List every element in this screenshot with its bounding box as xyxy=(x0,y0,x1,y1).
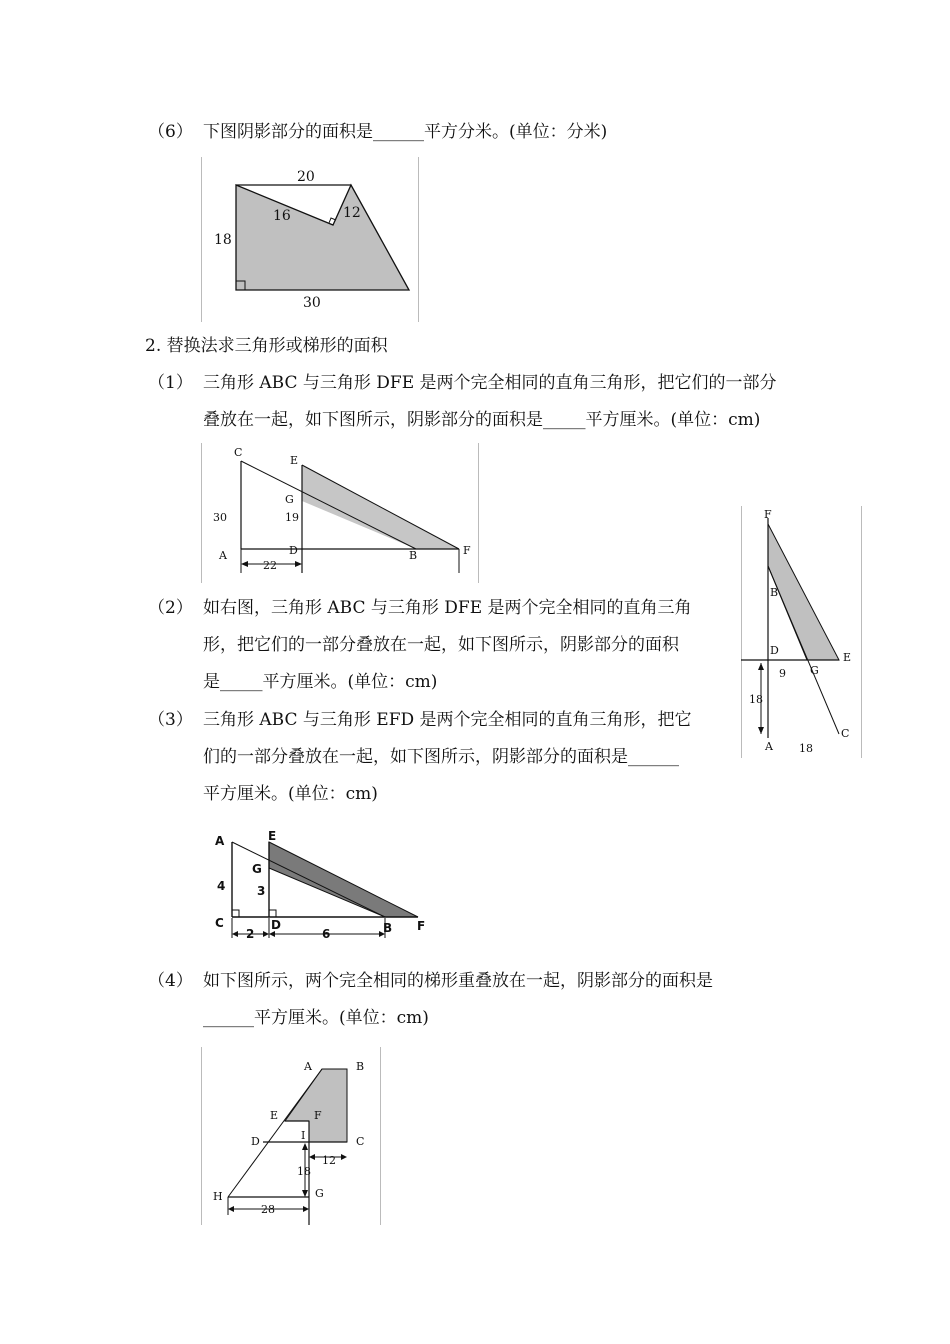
question-4-number: （4） xyxy=(148,971,193,991)
q2-label-A: A xyxy=(765,740,773,753)
q1-label-30: 30 xyxy=(213,511,227,524)
question-2-line1: 如右图，三角形 ABC 与三角形 DFE 是两个完全相同的直角三角 xyxy=(203,598,692,618)
question-4-line1: 如下图所示，两个完全相同的梯形重叠放在一起，阴影部分的面积是 xyxy=(203,971,713,991)
q1-label-A: A xyxy=(219,549,227,562)
question-3-line1: 三角形 ABC 与三角形 EFD 是两个完全相同的直角三角形，把它 xyxy=(203,710,692,730)
q3-label-E: E xyxy=(268,830,277,843)
q2-label-9: 9 xyxy=(779,667,786,680)
question-2-line2: 形，把它们的一部分叠放在一起，如下图所示，阴影部分的面积 xyxy=(203,635,679,655)
q4-label-I: I xyxy=(301,1129,306,1142)
q1-label-C: C xyxy=(234,446,243,459)
q4-label-C: C xyxy=(356,1135,365,1148)
q4-label-A: A xyxy=(304,1060,312,1073)
q4-label-28: 28 xyxy=(261,1203,275,1216)
q2-label-G: G xyxy=(810,664,819,677)
question-2-number: （2） xyxy=(148,598,193,618)
q1-label-G: G xyxy=(285,493,294,506)
q3-label-C: C xyxy=(215,916,224,930)
q3-label-F: F xyxy=(417,919,426,933)
q1-label-E: E xyxy=(290,454,299,467)
figure-q1 xyxy=(201,443,479,583)
q1-label-19: 19 xyxy=(285,511,299,524)
q2-label-18a: 18 xyxy=(749,693,763,706)
question-2-line3: 是_____平方厘米。(单位：cm) xyxy=(203,672,438,692)
question-1-number: （1） xyxy=(148,373,193,393)
q4-label-E: E xyxy=(270,1109,279,1122)
q2-label-C: C xyxy=(841,727,850,740)
q3-label-A: A xyxy=(215,834,225,848)
figure-q4 xyxy=(201,1047,381,1225)
question-3-line2: 们的一部分叠放在一起，如下图所示，阴影部分的面积是______ xyxy=(203,747,679,767)
q3-label-2: 2 xyxy=(246,927,255,941)
q6-label-bottom: 30 xyxy=(303,295,321,311)
figure-q6 xyxy=(201,157,419,322)
q6-label-inner1: 16 xyxy=(273,208,291,224)
q6-label-inner2: 12 xyxy=(343,205,361,221)
q4-label-D: D xyxy=(251,1135,260,1148)
question-3-line3: 平方厘米。(单位：cm) xyxy=(203,784,378,804)
q1-label-F: F xyxy=(463,544,471,557)
q3-label-B: B xyxy=(383,921,393,935)
q4-label-F: F xyxy=(314,1109,322,1122)
q6-label-left: 18 xyxy=(214,232,232,248)
q2-label-D: D xyxy=(770,644,779,657)
q1-label-D: D xyxy=(289,544,298,557)
q4-label-H: H xyxy=(213,1190,223,1203)
question-6-number: （6） xyxy=(148,122,193,142)
q3-label-4: 4 xyxy=(217,879,226,893)
q4-label-B: B xyxy=(356,1060,365,1073)
q1-label-22: 22 xyxy=(263,559,277,572)
q2-label-E: E xyxy=(843,651,852,664)
question-3-number: （3） xyxy=(148,710,193,730)
question-1-line2: 叠放在一起，如下图所示，阴影部分的面积是_____平方厘米。(单位：cm) xyxy=(203,410,761,430)
question-6-text: 下图阴影部分的面积是______平方分米。(单位：分米) xyxy=(203,122,608,142)
figure-q2 xyxy=(741,506,862,758)
q4-label-G: G xyxy=(315,1187,324,1200)
q3-label-6: 6 xyxy=(322,927,331,941)
figure-q3 xyxy=(212,830,432,942)
q4-label-12: 12 xyxy=(322,1154,336,1167)
q3-label-G: G xyxy=(252,862,262,876)
q3-label-3: 3 xyxy=(257,884,266,898)
q6-label-top: 20 xyxy=(297,169,315,185)
section-2-title: 2. 替换法求三角形或梯形的面积 xyxy=(145,336,388,356)
q2-label-18b: 18 xyxy=(799,742,813,755)
q3-label-D: D xyxy=(271,918,281,932)
q2-label-B: B xyxy=(770,586,779,599)
q4-label-18: 18 xyxy=(297,1165,311,1178)
question-1-line1: 三角形 ABC 与三角形 DFE 是两个完全相同的直角三角形，把它们的一部分 xyxy=(203,373,777,393)
q1-label-B: B xyxy=(409,549,418,562)
question-4-line2: ______平方厘米。(单位：cm) xyxy=(203,1008,429,1028)
q2-label-F: F xyxy=(764,508,772,521)
